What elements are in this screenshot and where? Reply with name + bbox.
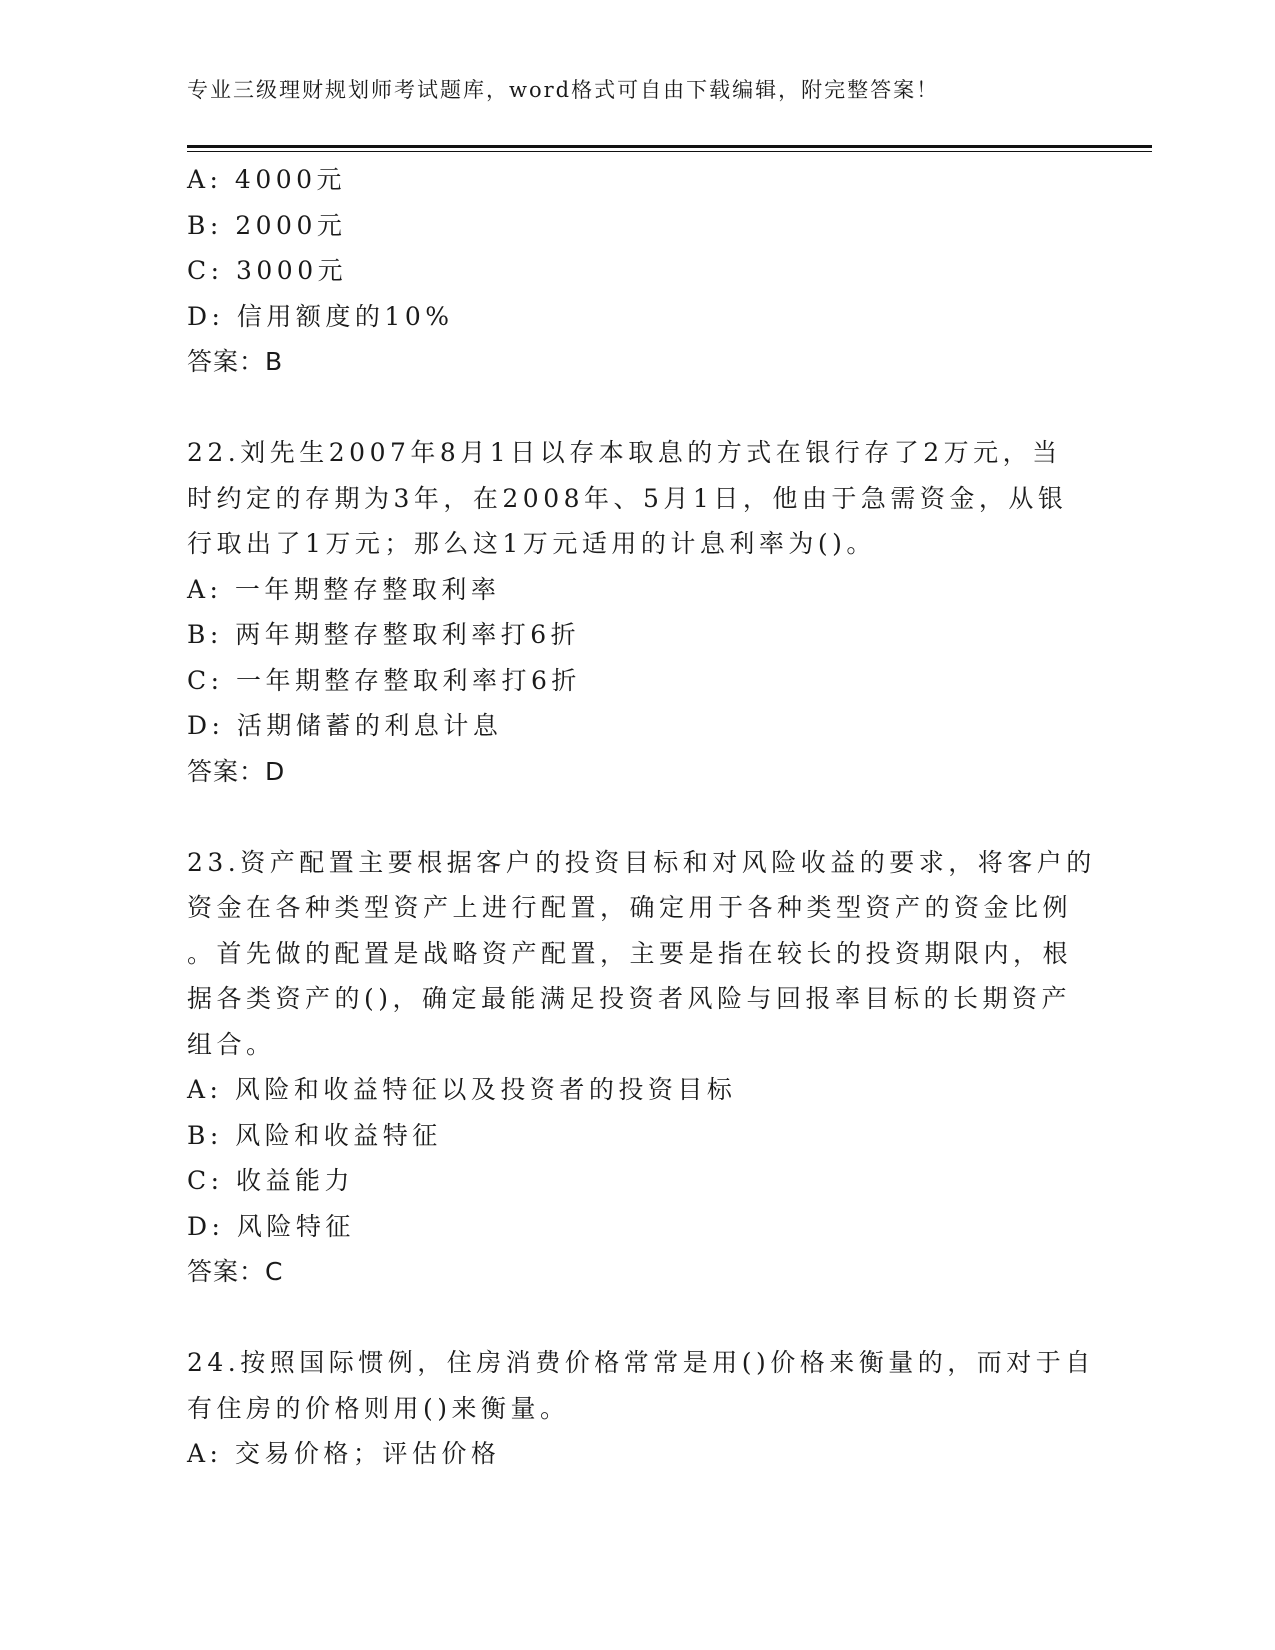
question-stem-line: 22.刘先生2007年8月1日以存本取息的方式在银行存了2万元，当 — [187, 438, 1062, 467]
document-content — [187, 157, 1096, 1477]
option-b: B: 风险和收益特征 — [187, 1120, 442, 1150]
option-d: D: 活期储蓄的利息计息 — [187, 711, 503, 740]
option-a: A: 一年期整存整取利率 — [187, 574, 501, 604]
header-rule-thick — [187, 145, 1152, 148]
question-24 — [187, 1340, 1095, 1477]
question-stem-line: 。首先做的配置是战略资产配置，主要是指在较长的投资期限内，根 — [187, 938, 1073, 968]
header-rule-thin — [187, 151, 1152, 152]
option-d: D: 风险特征 — [187, 1211, 355, 1241]
option-c: C: 一年期整存整取利率打6折 — [187, 665, 581, 695]
option-a: A: 交易价格；评估价格 — [187, 1439, 501, 1468]
answer-line: 答案：B — [187, 347, 284, 376]
option-b: B: 2000元 — [187, 210, 347, 240]
page-header: 专业三级理财规划师考试题库，word格式可自由下载编辑，附完整答案！ — [187, 78, 940, 102]
option-c: C: 收益能力 — [187, 1166, 354, 1195]
question-stem-line: 行取出了1万元；那么这1万元适用的计息利率为()。 — [187, 529, 876, 558]
question-stem-line: 23.资产配置主要根据客户的投资目标和对风险收益的要求，将客户的 — [187, 847, 1096, 877]
question-21-tail — [187, 157, 1067, 385]
option-b: B: 两年期整存整取利率打6折 — [187, 620, 581, 649]
question-stem-line: 据各类资产的()，确定最能满足投资者风险与回报率目标的长期资产 — [187, 984, 1072, 1013]
question-stem-line: 24.按照国际惯例，住房消费价格常常是用()价格来衡量的，而对于自 — [187, 1348, 1095, 1377]
answer-line: 答案：C — [187, 1257, 284, 1286]
question-stem-line: 组合。 — [187, 1029, 276, 1059]
option-d: D: 信用额度的10% — [187, 301, 454, 331]
spacer — [187, 385, 1067, 431]
question-stem-line: 资金在各种类型资产上进行配置，确定用于各种类型资产的资金比例 — [187, 893, 1073, 922]
question-stem-line: 有住房的价格则用()来衡量。 — [187, 1393, 570, 1423]
question-22 — [187, 430, 1067, 794]
option-a: A: 风险和收益特征以及投资者的投资目标 — [187, 1075, 737, 1104]
spacer — [187, 1295, 1067, 1341]
spacer — [187, 794, 1067, 840]
option-a: A: 4000元 — [187, 165, 347, 194]
answer-line: 答案：D — [187, 756, 286, 786]
question-stem-line: 时约定的存期为3年，在2008年、5月1日，他由于急需资金，从银 — [187, 483, 1068, 513]
option-c: C: 3000元 — [187, 256, 348, 285]
question-23 — [187, 840, 1096, 1295]
